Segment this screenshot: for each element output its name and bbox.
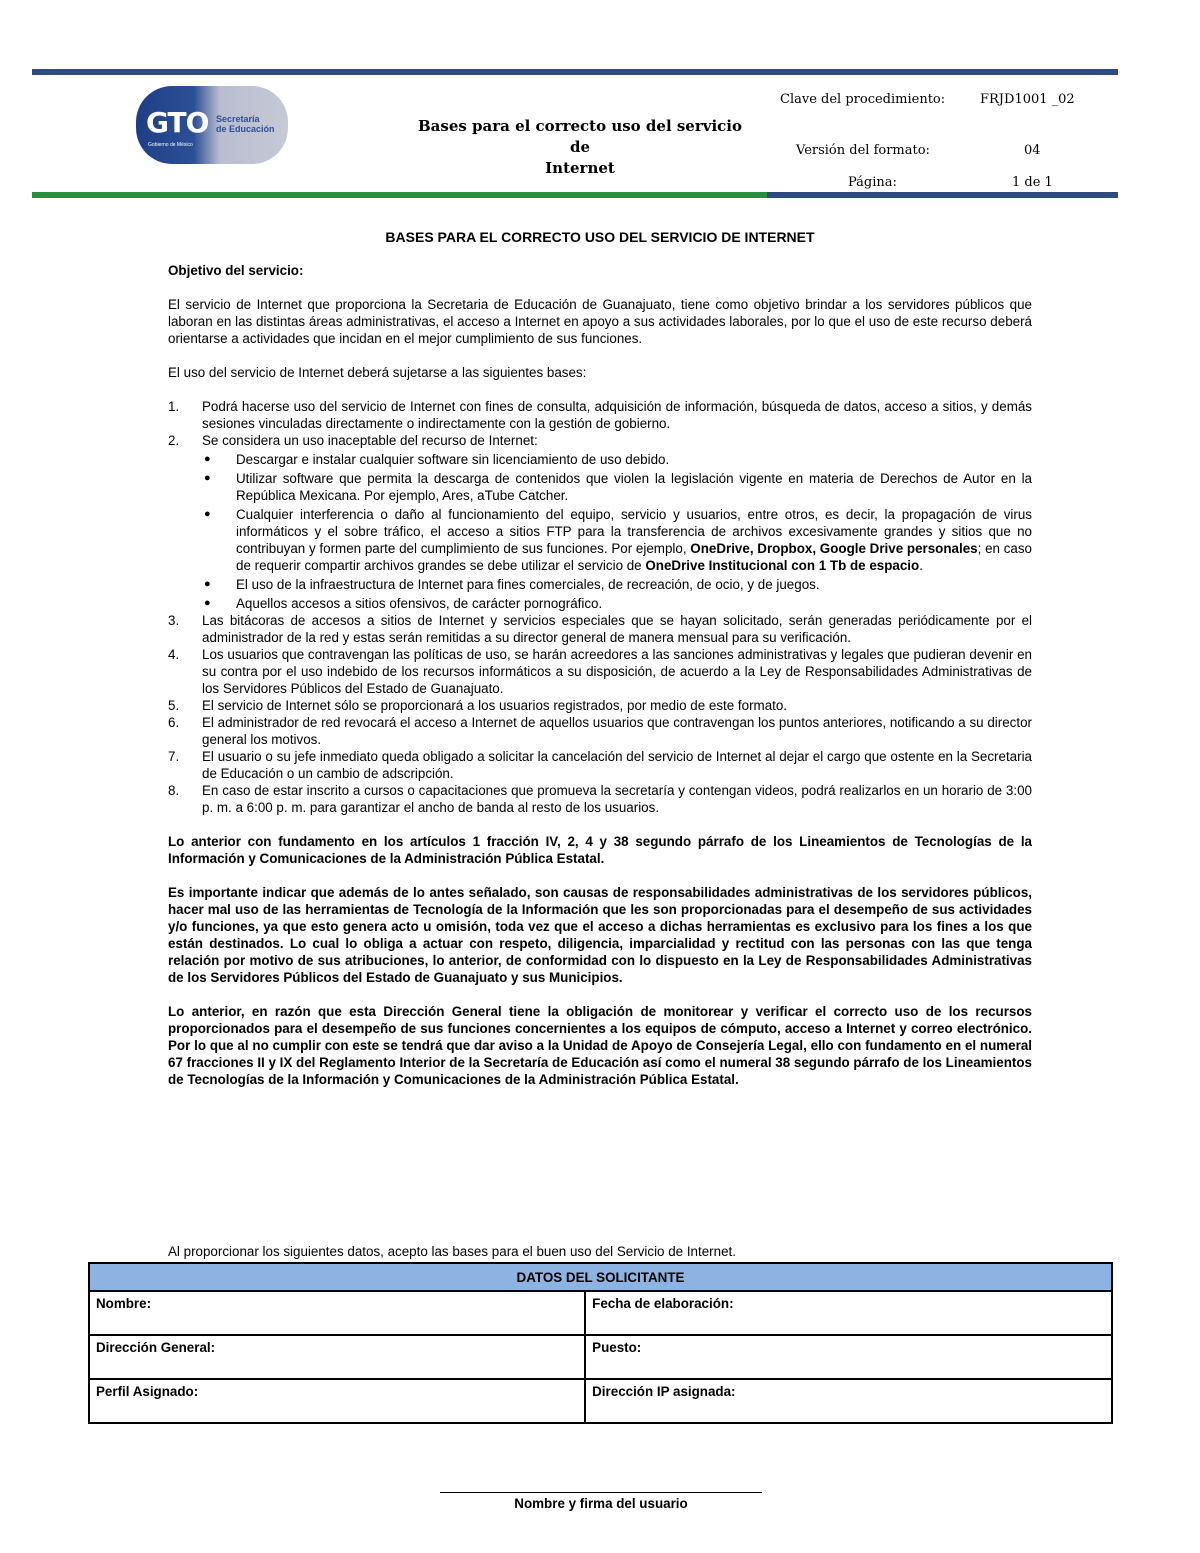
- gto-logo: [136, 86, 288, 164]
- ip-field[interactable]: Dirección IP asignada:: [585, 1379, 1112, 1423]
- bullet-icon: ●: [204, 508, 211, 520]
- bullet-4-text: El uso de la infraestructura de Internet para fines comerciales, de recreación, de ocio, y de juegos.: [236, 577, 820, 592]
- bullet-item: [202, 470, 1032, 504]
- objective-text: El servicio de Internet que proporciona la Secretaria de Educación de Guanajuato, tiene como objetivo brindar a los servidores públicos que laboran en las distintas áreas administrativas, el acceso a Internet en apoyo a sus actividades laborales, por lo que el uso de este recurso deberá orientarse a actividades que incidan en el mejor cumplimiento de sus funciones.: [168, 297, 1032, 346]
- bullet-1-text: Descargar e instalar cualquier software sin licenciamiento de uso debido.: [236, 452, 670, 467]
- version-value: 04: [1024, 143, 1041, 158]
- fundamento-paragraph: Lo anterior con fundamento en los artículos 1 fracción IV, 2, 4 y 38 segundo párrafo de los Lineamientos de Tecnologías de la Información y Comunicaciones de la Administración Pública Estatal.: [168, 834, 1032, 866]
- acceptance-statement: Al proporcionar los siguientes datos, acepto las bases para el buen uso del Servicio de Internet.: [168, 1244, 736, 1259]
- item-2-text: Se considera un uso inaceptable del recurso de Internet:: [202, 433, 538, 448]
- logo-gto-text: GTO: [146, 106, 209, 139]
- logo-secretaria: [216, 114, 275, 134]
- header-bottom-bar: [32, 192, 1118, 198]
- bullet-item: [202, 506, 1032, 574]
- list-item: 4. Los usuarios que contravengan las políticas de uso, se harán acreedores a las sanciones administrativas y legales que pudieran devenir en su contra por el uso indebido de los recursos informáticos a su disposición, de acuerdo a la Ley de Responsabilidades Administrativas de los Servidores Públicos del Estado de Guanajuato.: [168, 647, 1032, 696]
- logo-secretaria-line1: Secretaría: [216, 114, 260, 124]
- clave-value: FRJD1001 _02: [980, 92, 1075, 107]
- bullet-item: [202, 576, 1032, 593]
- list-item: 8. En caso de estar inscrito a cursos o capacitaciones que promueva la secretaría y contengan videos, podrá realizarlos en un horario de 3:00 p. m. a 6:00 p. m. para garantizar el ancho de banda al resto de los usuarios.: [168, 783, 1032, 815]
- logo-gto-subtext: Gobierno de México: [148, 142, 193, 148]
- unacceptable-use-list: [202, 451, 1032, 612]
- header-bottom-bar-blue: [767, 192, 1118, 198]
- list-item: 3. Las bitácoras de accesos a sitios de Internet y servicios especiales que se hayan solicitado, serán generadas periódicamente por el administrador de la red y estas serán remitidas a su director general de manera mensual para su verificación.: [168, 613, 1032, 645]
- bullet-icon: ●: [204, 472, 211, 484]
- bullet-3-text-b: ; en caso de requerir compartir archivos grandes se debe utilizar el servicio de: [236, 541, 1032, 573]
- nombre-field[interactable]: Nombre:: [89, 1291, 585, 1335]
- perfil-field[interactable]: Perfil Asignado:: [89, 1379, 585, 1423]
- bullet-icon: ●: [204, 453, 211, 465]
- document-title: BASES PARA EL CORRECTO USO DEL SERVICIO DE INTERNET: [385, 229, 815, 245]
- item-3-text: Las bitácoras de accesos a sitios de Internet y servicios especiales que se hayan solicitado, serán generadas periódicamente por el administrador de la red y estas serán remitidas a su director general de manera mensual para su verificación.: [202, 613, 1032, 645]
- pagina-value: 1 de 1: [1012, 175, 1053, 190]
- item-8-text: En caso de estar inscrito a cursos o capacitaciones que promueva la secretaría y contengan videos, podrá realizarlos en un horario de 3:00 p. m. a 6:00 p. m. para garantizar el ancho de banda al resto de los usuarios.: [202, 783, 1032, 815]
- signature-line[interactable]: [440, 1492, 762, 1493]
- pagina-label: Página:: [848, 175, 897, 190]
- list-item: 2. Se considera un uso inaceptable del recurso de Internet: ● Descargar e instalar cualquier software sin licenciamiento de uso debido. ● Utilizar software que permita la descarga de contenidos que violen la legislación vigente en materia de Derechos de Autor en la República Mexicana. Por ejemplo, Ares, aTube Catcher. ● Cualquier interferencia o daño al funcionamiento del equipo, servicio y usuarios, entre otros, es decir, la propagación de virus informáticos y el sobre tráfico, el acceso a sitios FTP para la transferencia de archivos excesivamente grandes y sitios que no contribuyan y formen parte del cumplimiento de sus funciones. Por ejemplo, OneDrive, Dropbox, Google Drive personales; en caso de requerir compartir archivos grandes se debe utilizar el servicio de OneDrive Institucional con 1 Tb de espacio. ● El uso de la infraestructura de Internet para fines comerciales, de recreación, de ocio, y de juegos. ● Aquellos accesos a sitios ofensivos, de carácter pornográfico.: [168, 433, 1032, 611]
- header-title-line2: Internet: [545, 159, 615, 177]
- applicant-data-table: [88, 1262, 1113, 1424]
- bullet-item: [202, 595, 1032, 612]
- applicant-table-header: DATOS DEL SOLICITANTE: [89, 1263, 1112, 1291]
- importante-paragraph: Es importante indicar que además de lo antes señalado, son causas de responsabilidades administrativas de los servidores públicos, hacer mal uso de las herramientas de Tecnología de la Información que les son proporcionadas para el desempeño de sus actividades y/o funciones, ya que esto genera acto u omisión, toda vez que el acceso a dichas herramientas es exclusivo para los fines a los que están destinados. Lo cual lo obliga a actuar con respeto, diligencia, imparcialidad y rectitud con las personas con las que tenga relación por motivo de sus atribuciones, lo anterior, de conformidad con lo dispuesto en la Ley de Responsabilidades Administrativas de los Servidores Públicos del Estado de Guanajuato y sus Municipios.: [168, 885, 1032, 985]
- version-label: Versión del formato:: [796, 143, 930, 158]
- objective-label: Objetivo del servicio:: [168, 263, 304, 278]
- bullet-5-text: Aquellos accesos a sitios ofensivos, de carácter pornográfico.: [236, 596, 603, 611]
- bullet-icon: ●: [204, 597, 211, 609]
- clave-label: Clave del procedimiento:: [780, 92, 946, 107]
- bullet-item: [202, 451, 1032, 468]
- puesto-field[interactable]: Puesto:: [585, 1335, 1112, 1379]
- list-item: 5. El servicio de Internet sólo se proporcionará a los usuarios registrados, por medio de este formato.: [168, 698, 788, 713]
- logo-secretaria-line2: de Educación: [216, 124, 275, 134]
- bullet-3-text-a: Cualquier interferencia o daño al funcionamiento del equipo, servicio y usuarios, entre otros, es decir, la propagación de virus informáticos y el sobre tráfico, el acceso a sitios FTP para la transferencia de archivos excesivamente grandes y sitios que no contribuyan y formen parte del cumplimiento de sus funciones. Por ejemplo,: [236, 507, 1032, 556]
- item-4-text: Los usuarios que contravengan las políticas de uso, se harán acreedores a las sanciones administrativas y legales que pudieran devenir en su contra por el uso indebido de los recursos informáticos a su disposición, de acuerdo a la Ley de Responsabilidades Administrativas de los Servidores Públicos del Estado de Guanajuato.: [202, 647, 1032, 696]
- bases-intro: El uso del servicio de Internet deberá sujetarse a las siguientes bases:: [168, 365, 587, 380]
- list-item: 6. El administrador de red revocará el acceso a Internet de aquellos usuarios que contravengan los puntos anteriores, notificando a su director general los motivos.: [168, 715, 1032, 747]
- bullet-3-bold-1: OneDrive, Dropbox, Google Drive personales: [690, 541, 978, 556]
- item-6-text: El administrador de red revocará el acceso a Internet de aquellos usuarios que contravengan los puntos anteriores, notificando a su director general los motivos.: [202, 715, 1032, 747]
- signature-label: Nombre y firma del usuario: [514, 1496, 688, 1511]
- fecha-field[interactable]: Fecha de elaboración:: [585, 1291, 1112, 1335]
- item-1-text: Podrá hacerse uso del servicio de Internet con fines de consulta, adquisición de información, búsqueda de datos, acceso a sitios, y demás sesiones vinculadas directamente o indirectamente con la gestión de gobierno.: [202, 399, 1032, 431]
- document-body: [168, 229, 1032, 1105]
- header-bottom-bar-green: [32, 192, 767, 198]
- bullet-3-bold-2: OneDrive Institucional con 1 Tb de espacio: [645, 558, 920, 573]
- bullet-2-text: Utilizar software que permita la descarga de contenidos que violen la legislación vigente en materia de Derechos de Autor en la República Mexicana. Por ejemplo, Ares, aTube Catcher.: [236, 471, 1032, 503]
- bullet-icon: ●: [204, 578, 211, 590]
- header-title: [410, 116, 750, 179]
- bullet-3-text-c: .: [919, 558, 923, 573]
- header-title-line1: Bases para el correcto uso del servicio de: [417, 117, 743, 156]
- direccion-general-field[interactable]: Dirección General:: [89, 1335, 585, 1379]
- item-7-text: El usuario o su jefe inmediato queda obligado a solicitar la cancelación del servicio de Internet al dejar el cargo que ostente en la Secretaria de Educación o un cambio de adscripción.: [202, 749, 1032, 781]
- list-item: 1. Podrá hacerse uso del servicio de Internet con fines de consulta, adquisición de información, búsqueda de datos, acceso a sitios, y demás sesiones vinculadas directamente o indirectamente con la gestión de gobierno.: [168, 399, 1032, 431]
- header-top-bar: [32, 69, 1118, 75]
- bases-list: [168, 398, 1032, 816]
- item-5-text: El servicio de Internet sólo se proporcionará a los usuarios registrados, por medio de este formato.: [202, 698, 788, 713]
- razon-paragraph: Lo anterior, en razón que esta Dirección General tiene la obligación de monitorear y verificar el correcto uso de los recursos proporcionados para el desempeño de sus funciones concernientes a los equipos de cómputo, acceso a Internet y correo electrónico. Por lo que al no cumplir con este se tendrá que dar aviso a la Unidad de Apoyo de Consejería Legal, ello con fundamento en el numeral 67 fracciones II y IX del Reglamento Interior de la Secretaría de Educación así como el numeral 38 segundo párrafo de los Lineamientos de Tecnologías de la Información y Comunicaciones de la Administración Pública Estatal.: [168, 1004, 1032, 1087]
- list-item: 7. El usuario o su jefe inmediato queda obligado a solicitar la cancelación del servicio de Internet al dejar el cargo que ostente en la Secretaria de Educación o un cambio de adscripción.: [168, 749, 1032, 781]
